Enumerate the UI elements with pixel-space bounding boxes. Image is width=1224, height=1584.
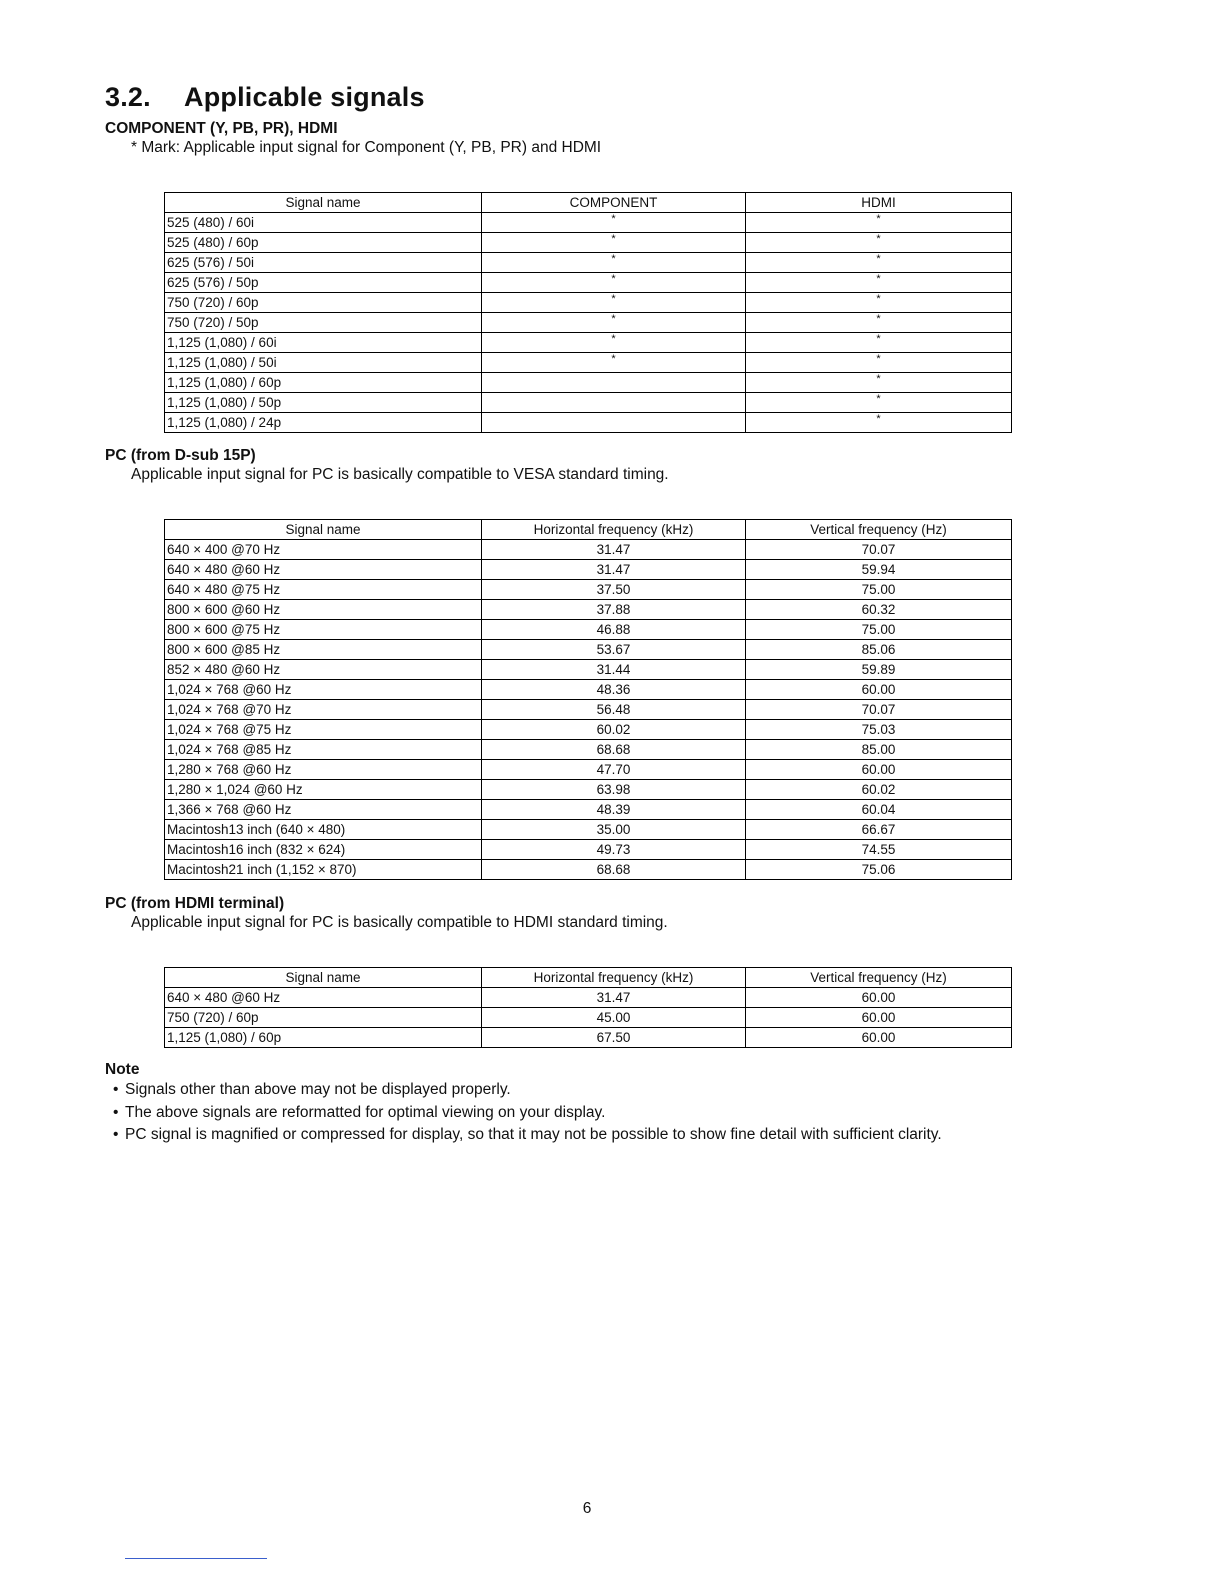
- frequency-cell: 75.06: [746, 860, 1012, 880]
- note-text: PC signal is magnified or compressed for display, so that it may not be possible to show fine detail with sufficient clarity.: [125, 1126, 942, 1143]
- mark-cell: *: [746, 213, 1012, 233]
- frequency-cell: 31.47: [482, 988, 746, 1008]
- table-row: [165, 1008, 1012, 1028]
- mark-cell: *: [746, 313, 1012, 333]
- header-signal-name: Signal name: [165, 193, 482, 213]
- note-item: [113, 1102, 942, 1125]
- table-row: [165, 620, 1012, 640]
- table-row: [165, 700, 1012, 720]
- signal-name-cell: 625 (576) / 50i: [165, 253, 482, 273]
- pc-dsub-table: [164, 519, 1012, 880]
- signal-name-cell: 525 (480) / 60p: [165, 233, 482, 253]
- frequency-cell: 60.00: [746, 680, 1012, 700]
- header-signal-name: Signal name: [165, 520, 482, 540]
- signal-name-cell: 1,024 × 768 @70 Hz: [165, 700, 482, 720]
- table-row: [165, 860, 1012, 880]
- frequency-cell: 60.04: [746, 800, 1012, 820]
- frequency-cell: 68.68: [482, 740, 746, 760]
- section-title: Applicable signals: [184, 82, 425, 112]
- signal-name-cell: 640 × 480 @60 Hz: [165, 560, 482, 580]
- section-number: 3.2.: [105, 82, 151, 112]
- frequency-cell: 46.88: [482, 620, 746, 640]
- frequency-cell: 60.00: [746, 1028, 1012, 1048]
- mark-cell: *: [482, 293, 746, 313]
- header-horizontal-frequency: Horizontal frequency (kHz): [482, 968, 746, 988]
- signal-name-cell: 800 × 600 @60 Hz: [165, 600, 482, 620]
- mark-cell: [482, 413, 746, 433]
- mark-cell: *: [482, 333, 746, 353]
- component-heading: COMPONENT (Y, PB, PR), HDMI: [105, 120, 338, 137]
- signal-name-cell: 1,024 × 768 @75 Hz: [165, 720, 482, 740]
- table-row: [165, 253, 1012, 273]
- bullet-icon: •: [113, 1081, 119, 1098]
- signal-name-cell: 640 × 480 @75 Hz: [165, 580, 482, 600]
- table-row: [165, 213, 1012, 233]
- table-header-row: [165, 193, 1012, 213]
- signal-name-cell: 1,125 (1,080) / 50i: [165, 353, 482, 373]
- header-component: COMPONENT: [482, 193, 746, 213]
- signal-name-cell: 800 × 600 @75 Hz: [165, 620, 482, 640]
- signal-name-cell: Macintosh13 inch (640 × 480): [165, 820, 482, 840]
- signal-name-cell: 1,024 × 768 @60 Hz: [165, 680, 482, 700]
- table-row: [165, 640, 1012, 660]
- component-description: * Mark: Applicable input signal for Component (Y, PB, PR) and HDMI: [131, 139, 602, 156]
- frequency-cell: 68.68: [482, 860, 746, 880]
- mark-cell: *: [482, 353, 746, 373]
- signal-name-cell: 525 (480) / 60i: [165, 213, 482, 233]
- signal-name-cell: 1,125 (1,080) / 60i: [165, 333, 482, 353]
- table-row: [165, 720, 1012, 740]
- note-heading: Note: [105, 1061, 140, 1078]
- mark-cell: *: [746, 373, 1012, 393]
- signal-name-cell: 640 × 400 @70 Hz: [165, 540, 482, 560]
- mark-cell: *: [746, 293, 1012, 313]
- pc-hdmi-table: [164, 967, 1012, 1048]
- signal-name-cell: 625 (576) / 50p: [165, 273, 482, 293]
- mark-cell: *: [482, 233, 746, 253]
- page-number: 6: [582, 1500, 592, 1517]
- table-row: [165, 373, 1012, 393]
- table-row: [165, 313, 1012, 333]
- frequency-cell: 75.03: [746, 720, 1012, 740]
- signal-name-cell: 1,125 (1,080) / 24p: [165, 413, 482, 433]
- frequency-cell: 60.00: [746, 988, 1012, 1008]
- signal-name-cell: Macintosh16 inch (832 × 624): [165, 840, 482, 860]
- frequency-cell: 60.00: [746, 1008, 1012, 1028]
- signal-name-cell: Macintosh21 inch (1,152 × 870): [165, 860, 482, 880]
- table-row: [165, 580, 1012, 600]
- frequency-cell: 85.00: [746, 740, 1012, 760]
- header-vertical-frequency: Vertical frequency (Hz): [746, 520, 1012, 540]
- frequency-cell: 63.98: [482, 780, 746, 800]
- note-item: [113, 1124, 942, 1147]
- table-row: [165, 393, 1012, 413]
- mark-cell: *: [746, 353, 1012, 373]
- bullet-icon: •: [113, 1103, 119, 1121]
- frequency-cell: 60.32: [746, 600, 1012, 620]
- signal-name-cell: 750 (720) / 50p: [165, 313, 482, 333]
- frequency-cell: 49.73: [482, 840, 746, 860]
- frequency-cell: 48.36: [482, 680, 746, 700]
- component-table: [164, 192, 1012, 433]
- table-row: [165, 820, 1012, 840]
- frequency-cell: 31.47: [482, 560, 746, 580]
- signal-name-cell: 1,366 × 768 @60 Hz: [165, 800, 482, 820]
- mark-cell: [482, 393, 746, 413]
- table-row: [165, 680, 1012, 700]
- signal-name-cell: 640 × 480 @60 Hz: [165, 988, 482, 1008]
- note-item: [113, 1079, 942, 1102]
- table-row: [165, 988, 1012, 1008]
- signal-name-cell: 750 (720) / 60p: [165, 293, 482, 313]
- table-row: [165, 293, 1012, 313]
- signal-name-cell: 1,024 × 768 @85 Hz: [165, 740, 482, 760]
- header-horizontal-frequency: Horizontal frequency (kHz): [482, 520, 746, 540]
- signal-name-cell: 1,125 (1,080) / 60p: [165, 373, 482, 393]
- mark-cell: [482, 373, 746, 393]
- signal-name-cell: 1,125 (1,080) / 50p: [165, 393, 482, 413]
- table-row: [165, 233, 1012, 253]
- table-row: [165, 840, 1012, 860]
- table-header-row: [165, 968, 1012, 988]
- page-title: [105, 82, 425, 113]
- frequency-cell: 67.50: [482, 1028, 746, 1048]
- frequency-cell: 37.88: [482, 600, 746, 620]
- signal-name-cell: 852 × 480 @60 Hz: [165, 660, 482, 680]
- table-row: [165, 660, 1012, 680]
- table-row: [165, 540, 1012, 560]
- frequency-cell: 56.48: [482, 700, 746, 720]
- frequency-cell: 70.07: [746, 540, 1012, 560]
- frequency-cell: 59.89: [746, 660, 1012, 680]
- table-row: [165, 800, 1012, 820]
- mark-cell: *: [482, 273, 746, 293]
- table-row: [165, 560, 1012, 580]
- table-row: [165, 353, 1012, 373]
- frequency-cell: 37.50: [482, 580, 746, 600]
- pc-dsub-description: Applicable input signal for PC is basically compatible to VESA standard timing.: [131, 466, 669, 483]
- header-hdmi: HDMI: [746, 193, 1012, 213]
- table-header-row: [165, 520, 1012, 540]
- pc-hdmi-heading: PC (from HDMI terminal): [105, 895, 285, 912]
- signal-name-cell: 1,280 × 768 @60 Hz: [165, 760, 482, 780]
- frequency-cell: 35.00: [482, 820, 746, 840]
- frequency-cell: 75.00: [746, 580, 1012, 600]
- footer-rule: [125, 1558, 267, 1559]
- mark-cell: *: [482, 313, 746, 333]
- frequency-cell: 85.06: [746, 640, 1012, 660]
- frequency-cell: 66.67: [746, 820, 1012, 840]
- frequency-cell: 60.02: [746, 780, 1012, 800]
- table-row: [165, 413, 1012, 433]
- table-row: [165, 760, 1012, 780]
- frequency-cell: 45.00: [482, 1008, 746, 1028]
- table-row: [165, 1028, 1012, 1048]
- table-row: [165, 780, 1012, 800]
- frequency-cell: 53.67: [482, 640, 746, 660]
- frequency-cell: 31.44: [482, 660, 746, 680]
- signal-name-cell: 800 × 600 @85 Hz: [165, 640, 482, 660]
- frequency-cell: 48.39: [482, 800, 746, 820]
- frequency-cell: 47.70: [482, 760, 746, 780]
- mark-cell: *: [482, 213, 746, 233]
- mark-cell: *: [746, 413, 1012, 433]
- frequency-cell: 70.07: [746, 700, 1012, 720]
- frequency-cell: 59.94: [746, 560, 1012, 580]
- frequency-cell: 60.02: [482, 720, 746, 740]
- signal-name-cell: 1,125 (1,080) / 60p: [165, 1028, 482, 1048]
- mark-cell: *: [746, 393, 1012, 413]
- pc-dsub-heading: PC (from D-sub 15P): [105, 447, 256, 464]
- mark-cell: *: [746, 233, 1012, 253]
- header-vertical-frequency: Vertical frequency (Hz): [746, 968, 1012, 988]
- frequency-cell: 60.00: [746, 760, 1012, 780]
- signal-name-cell: 750 (720) / 60p: [165, 1008, 482, 1028]
- signal-name-cell: 1,280 × 1,024 @60 Hz: [165, 780, 482, 800]
- frequency-cell: 31.47: [482, 540, 746, 560]
- table-row: [165, 740, 1012, 760]
- table-row: [165, 600, 1012, 620]
- mark-cell: *: [482, 253, 746, 273]
- mark-cell: *: [746, 273, 1012, 293]
- bullet-icon: •: [113, 1126, 119, 1143]
- frequency-cell: 74.55: [746, 840, 1012, 860]
- mark-cell: *: [746, 253, 1012, 273]
- table-row: [165, 333, 1012, 353]
- note-text: The above signals are reformatted for optimal viewing on your display.: [125, 1103, 606, 1121]
- table-row: [165, 273, 1012, 293]
- note-list: [113, 1079, 942, 1147]
- header-signal-name: Signal name: [165, 968, 482, 988]
- note-text: Signals other than above may not be displayed properly.: [125, 1081, 511, 1098]
- pc-hdmi-description: Applicable input signal for PC is basically compatible to HDMI standard timing.: [131, 914, 668, 931]
- mark-cell: *: [746, 333, 1012, 353]
- frequency-cell: 75.00: [746, 620, 1012, 640]
